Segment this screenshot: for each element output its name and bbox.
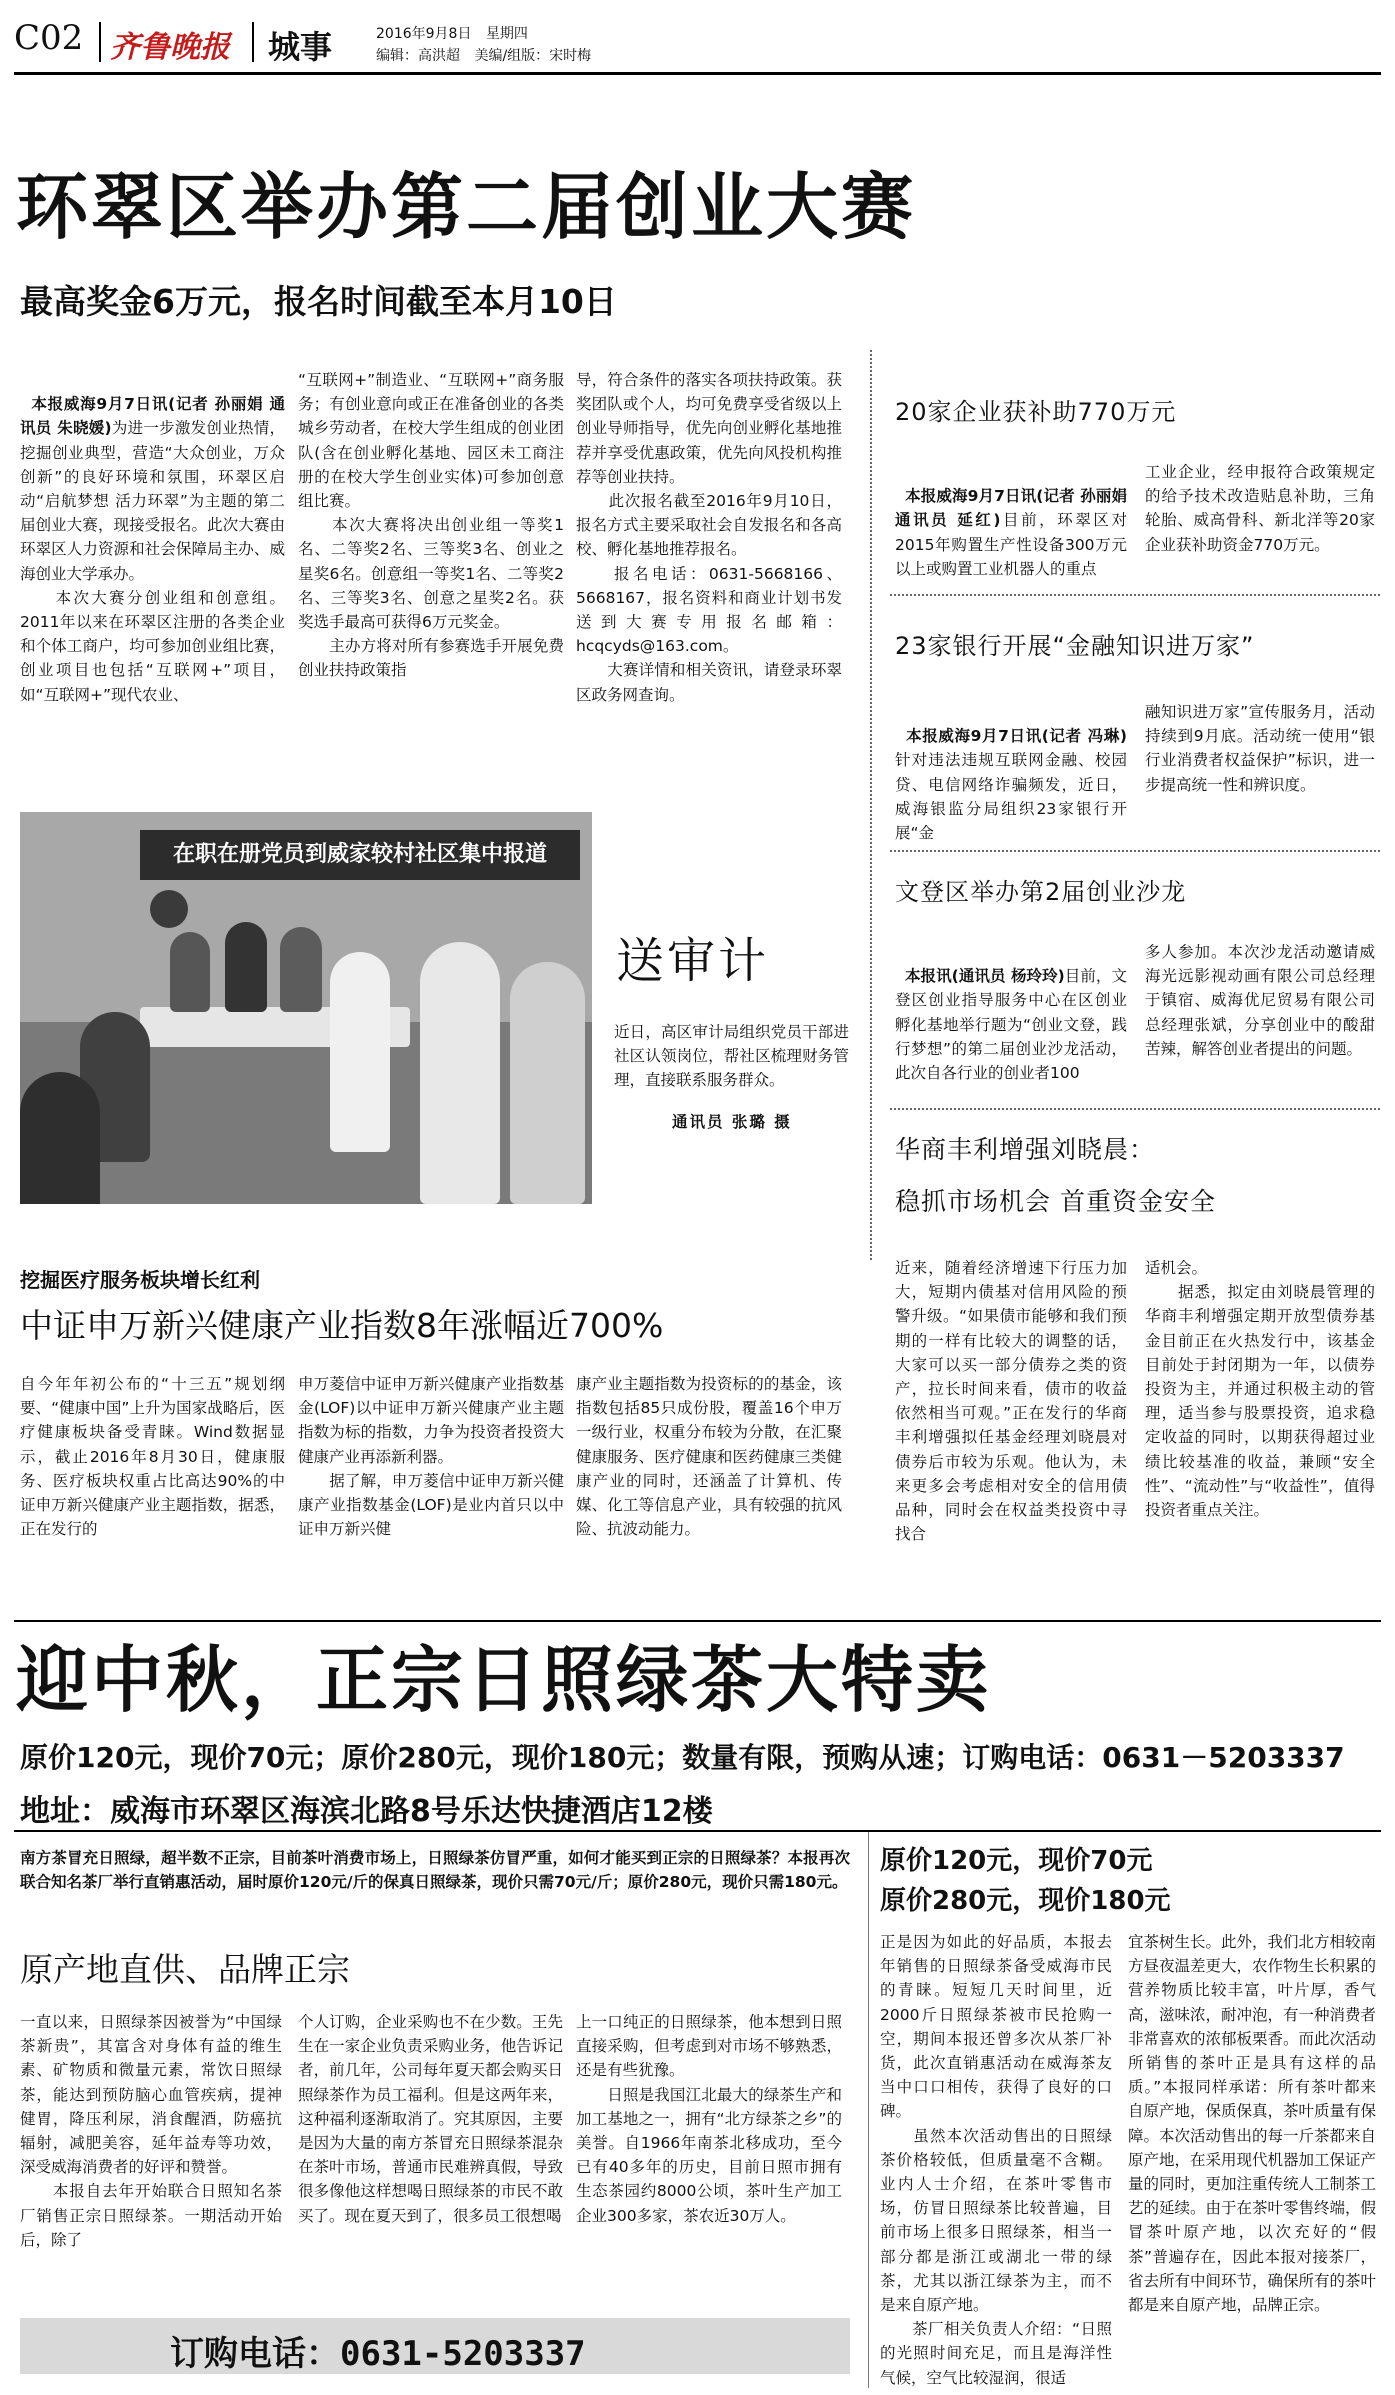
fund-headline: 中证申万新兴健康产业指数8年涨幅近700% xyxy=(20,1306,664,1345)
page-code: C02 xyxy=(14,18,84,58)
photo-banner xyxy=(140,830,580,880)
weekday-text: 星期四 xyxy=(485,26,528,42)
photo-person xyxy=(280,927,322,1012)
photo-title: 送审计 xyxy=(616,933,770,989)
section-name: 城事 xyxy=(268,28,333,66)
ad-col-1: 一直以来，日照绿茶因被誉为“中国绿茶新贵”，其富含对身体有益的维生素、矿物质和微量元素，常饮日照绿茶，能达到预防脑心血管疾病，提神健胃，降压利尿，消食醒酒，防癌抗辐射，减肥美容，延年益寿等功效，深受威海消费者的好评和赞誉。 本报自去年开始联合日照知名茶厂销售正宗日照绿茶。一期活动开始后，除了 xyxy=(20,2013,282,2249)
news-photo xyxy=(20,812,592,1204)
photo-credit: 通讯员 张璐 摄 xyxy=(672,1113,792,1131)
main-col-2: “互联网+”制造业、“互联网+”商务服务；有创业意向或正在准备创业的各类城乡劳动者，在校大学生组成的创业团队(含在创业孵化基地、园区未工商注册的在校大学生创业实体)可参加创意组比赛。 本次大赛将决出创业组一等奖1名、二等奖2名、三等奖3名、创业之星奖6名。创意组一等奖1名、二等奖2名、三等奖3名、创意之星奖2名。获奖选手最高可获得6万元奖金。 主办方将对所有参赛选手开展免费创业扶持政策指 xyxy=(298,371,564,680)
header-divider xyxy=(99,22,101,62)
date-text: 2016年9月8日 xyxy=(376,26,472,42)
ad-col-2: 个人订购，企业采购也不在少数。王先生在一家企业负责采购业务，他告诉记者，前几年，公司每年夏天都会购买日照绿茶作为员工福利。但是这两年来，这种福利逐渐取消了。究其原因，主要是因为大量的南方茶冒充日照绿茶混杂在茶叶市场，普通市民难辨真假，导致很多像他这样想喝日照绿茶的市民不敢买了。现在夏天到了，很多员工很想喝 xyxy=(298,2013,563,2225)
header-rule xyxy=(14,72,1381,75)
brief2-col-1 xyxy=(895,700,1127,845)
brief1-title: 20家企业获补助770万元 xyxy=(895,398,1177,426)
brief1-col1-text: 目前，环翠区对2015年购置生产性设备300万元以上或购置工业机器人的重点 xyxy=(895,511,1127,578)
main-col1-text: 为进一步激发创业热情，挖掘创业典型，营造“大众创业，万众创新”的良好环境和氛围，环翠区启动“启航梦想 活力环翠”为主题的第二届创业大赛，现接受报名。此次大赛由环翠区人力资源和社会保障局主办、威海创业大学承办。 本次大赛分创业组和创意组。2011年以来在环翠区注册的各类企业和个体工商户，均可参加创业组比赛，创业项目也包括“互联网+”项目，如“互联网+”现代农业、 xyxy=(20,419,285,704)
banner-text: 在职在册党员到威家较村社区集中报道 xyxy=(172,842,547,867)
brief2-title: 23家银行开展“金融知识进万家” xyxy=(895,632,1255,660)
main-subhead: 最高奖金6万元，报名时间截至本月10日 xyxy=(20,282,617,321)
brief-divider xyxy=(890,1108,1380,1110)
brief-divider xyxy=(890,850,1380,852)
brief3-lead: 本报讯(通讯员 杨玲玲) xyxy=(904,967,1065,986)
photo-person xyxy=(225,922,267,1012)
fund-col-2: 申万菱信中证申万新兴健康产业指数基金(LOF)以中证申万新兴健康产业主题指数为标的指数，力争为投资者投资大健康产业再添新利器。 据了解，申万菱信中证申万新兴健康产业指数基金(LOF)是业内首只以中证申万新兴健 xyxy=(298,1375,564,1539)
huashang-col-1: 近来，随着经济增速下行压力加大，短期内债基对信用风险的预警升级。“如果债市能够和我们预期的一样有比较大的调整的话，大家可以买一部分债券之类的资产，拉长时间来看，债市的收益依然相当可观。”正在发行的华商丰利增强拟任基金经理刘晓晨对债券后市较为乐观。他认为，未来更多会考虑相对安全的信用债品种，同时会在权益类投资中寻找合 xyxy=(895,1259,1127,1544)
photo-person xyxy=(510,962,585,1204)
column-divider xyxy=(870,350,872,1260)
order-phone-bar xyxy=(20,2318,850,2374)
fund-kicker: 挖掘医疗服务板块增长红利 xyxy=(20,1268,260,1292)
ad-section-title: 原产地直供、品牌正宗 xyxy=(20,1950,350,1989)
paper-logo: 齐鲁晚报 xyxy=(110,30,230,65)
ad-col-3: 上一口纯正的日照绿茶，他本想到日照直接采购，但考虑到对市场不够熟悉，还是有些犹豫。 日照是我国江北最大的绿茶生产和加工基地之一，拥有“北方绿茶之乡”的美誉。自1966年南茶北移成功，至今已有40多年的历史，目前日照市拥有生态茶园约8000公顷，茶叶生产加工企业300多家，茶农近30万人。 xyxy=(576,2013,842,2225)
brief3-col-1 xyxy=(895,940,1127,1085)
photo-caption: 近日，高区审计局组织党员干部进社区认领岗位，帮社区梳理财务管理，直接联系服务群众。 xyxy=(614,1023,849,1090)
photo-person xyxy=(170,932,210,1012)
fund-col-1: 自今年年初公布的“十三五”规划纲要、“健康中国”上升为国家战略后，医疗健康板块备受青睐。Wind数据显示，截止2016年8月30日，健康服务、医疗板块权重占比高达90%的中证申万新兴健康产业主题指数，据悉，正在发行的 xyxy=(20,1375,285,1539)
ad-prices-line: 原价120元，现价70元；原价280元，现价180元；数量有限，预购从速；订购电话：0631－5203337 xyxy=(20,1741,1345,1774)
ad-price-line-2: 原价280元，现价180元 xyxy=(880,1886,1171,1916)
designer-credit: 美编/组版：宋时梅 xyxy=(474,48,592,64)
credits xyxy=(376,45,591,65)
brief2-lead: 本报威海9月7日讯(记者 冯琳) xyxy=(906,727,1127,746)
huashang-col-2: 适机会。 据悉，拟定由刘晓晨管理的华商丰利增强定期开放型债券基金目前正在火热发行中，该基金目前处于封闭期为一年，以债券投资为主，并通过积极主动的管理，适当参与股票投资，追求稳定收益的同时，以期获得超过业绩比较基准的收益，兼顾“安全性”、“流动性”与“收益性”，值得投资者重点关注。 xyxy=(1145,1259,1375,1520)
brief3-col-2: 多人参加。本次沙龙活动邀请威海光远影视动画有限公司总经理于镇宿、威海优尼贸易有限公司总经理张斌，分享创业中的酸甜苦辣，解答创业者提出的问题。 xyxy=(1145,943,1375,1058)
ad-rule xyxy=(14,1830,1381,1832)
brief-divider xyxy=(890,594,1380,596)
editor-credit: 编辑：高洪超 xyxy=(376,48,460,64)
brief1-col-2: 工业企业，经申报符合政策规定的给予技术改造贴息补助，三角轮胎、威高骨科、新北洋等20家企业获补助资金770万元。 xyxy=(1145,463,1375,554)
huashang-title-1: 华商丰利增强刘晓晨： xyxy=(895,1135,1156,1164)
ad-col-5: 宜茶树生长。此外，我们北方相较南方昼夜温差更大，农作物生长积累的营养物质比较丰富，叶片厚，香气高，滋味浓，耐冲泡，有一种消费者非常喜欢的浓郁板栗香。而此次活动所销售的茶叶正是具有这样的品质。”本报同样承诺：所有茶叶都来自原产地，保质保真，茶叶质量有保障。本次活动售出的每一斤茶都来自原产地，在采用现代机器加工保证产量的同时，更加注重传统人工制茶工艺的延续。由于在茶叶零售终端，假冒茶叶原产地，以次充好的“假茶”普遍存在，因此本报对接茶厂，省去所有中间环节，确保所有的茶叶都是来自原产地，品牌正宗。 xyxy=(1128,1933,1377,2315)
ad-col-4: 正是因为如此的好品质，本报去年销售的日照绿茶备受威海市民的青睐。短短几天时间里，近2000斤日照绿茶被市民抢购一空，期间本报还曾多次从茶厂补货，此次直销惠活动在威海茶友当中口口相传，获得了良好的口碑。 虽然本次活动售出的日照绿茶价格较低，但质量毫不含糊。业内人士介绍，在茶叶零售市场，仿冒日照绿茶比较普遍，目前市场上很多日照绿茶，相当一部分都是浙江或湖北一带的绿茶，尤其以浙江绿茶为主，而不是来自原产地。 茶厂相关负责人介绍：“日照的光照时间充足，而且是海洋性气候，空气比较湿润，很适 xyxy=(880,1933,1112,2387)
fund-col-3: 康产业主题指数为投资标的的基金，该指数包括85只成份股，覆盖16个申万一级行业，权重分布较为分散，在汇聚健康服务、医疗健康和医药健康三类健康产业的同时，还涵盖了计算机、传媒、化工等信息产业，具有较强的抗风险、抗波动能力。 xyxy=(576,1375,842,1539)
photo-person xyxy=(20,1072,100,1204)
brief2-col1-text: 针对违法违规互联网金融、校园贷、电信网络诈骗频发，近日，威海银监分局组织23家银行开展“金 xyxy=(895,751,1127,843)
brief1-col-1 xyxy=(895,460,1133,581)
brief3-col1-text: 目前，文登区创业指导服务中心在区创业孵化基地举行题为“创业文登，践行梦想”的第二届创业沙龙活动，此次自各行业的创业者100 xyxy=(895,967,1127,1083)
brief3-title: 文登区举办第2届创业沙龙 xyxy=(895,878,1187,906)
brief2-col-2: 融知识进万家”宣传服务月，活动持续到9月底。活动统一使用“银行业消费者权益保护”标识，进一步提高统一性和辨识度。 xyxy=(1145,703,1375,794)
main-col-1 xyxy=(20,368,285,707)
photo-person xyxy=(330,952,390,1152)
header-divider xyxy=(252,22,254,62)
photo-person xyxy=(420,942,500,1204)
main-headline: 环翠区举办第二届创业大赛 xyxy=(16,165,917,249)
ad-address: 地址：威海市环翠区海滨北路8号乐达快捷酒店12楼 xyxy=(20,1794,713,1829)
issue-date xyxy=(376,23,528,43)
order-phone-text: 订购电话：0631-5203337 xyxy=(170,2334,586,2374)
ad-price-line-1: 原价120元，现价70元 xyxy=(880,1846,1153,1876)
ad-intro: 南方茶冒充日照绿，超半数不正宗，目前茶叶消费市场上，日照绿茶仿冒严重，如何才能买到正宗的日照绿茶？本报再次联合知名茶厂举行直销惠活动，届时原价120元/斤的保真日照绿茶，现价只需70元/斤；原价280元，现价只需180元。 xyxy=(20,1849,850,1892)
main-lead: 本报威海9月7日讯(记者 孙丽娟 通讯员 朱晓媛) xyxy=(20,395,286,438)
ad-headline: 迎中秋，正宗日照绿茶大特卖 xyxy=(16,1638,992,1722)
brief1-lead: 本报威海9月7日讯(记者 孙丽娟 通讯员 延红) xyxy=(895,487,1133,530)
huashang-title-2: 稳抓市场机会 首重资金安全 xyxy=(895,1187,1216,1216)
party-emblem xyxy=(150,890,188,928)
ad-column-divider xyxy=(868,1832,869,2388)
ad-top-rule xyxy=(14,1620,1381,1622)
main-col-3: 导，符合条件的落实各项扶持政策。获奖团队或个人，均可免费享受省级以上创业导师指导，优先向创业孵化基地推荐并享受优惠政策，优先向风投机构推荐等创业扶持。 此次报名截至2016年9月10日，报名方式主要采取社会自发报名和各高校、孵化基地推荐报名。 报名电话：0631-5668166、5668167，报名资料和商业计划书发送到大赛专用报名邮箱：hcqcyds@163.com。 大赛详情和相关资讯，请登录环翠区政务网查询。 xyxy=(576,371,842,704)
